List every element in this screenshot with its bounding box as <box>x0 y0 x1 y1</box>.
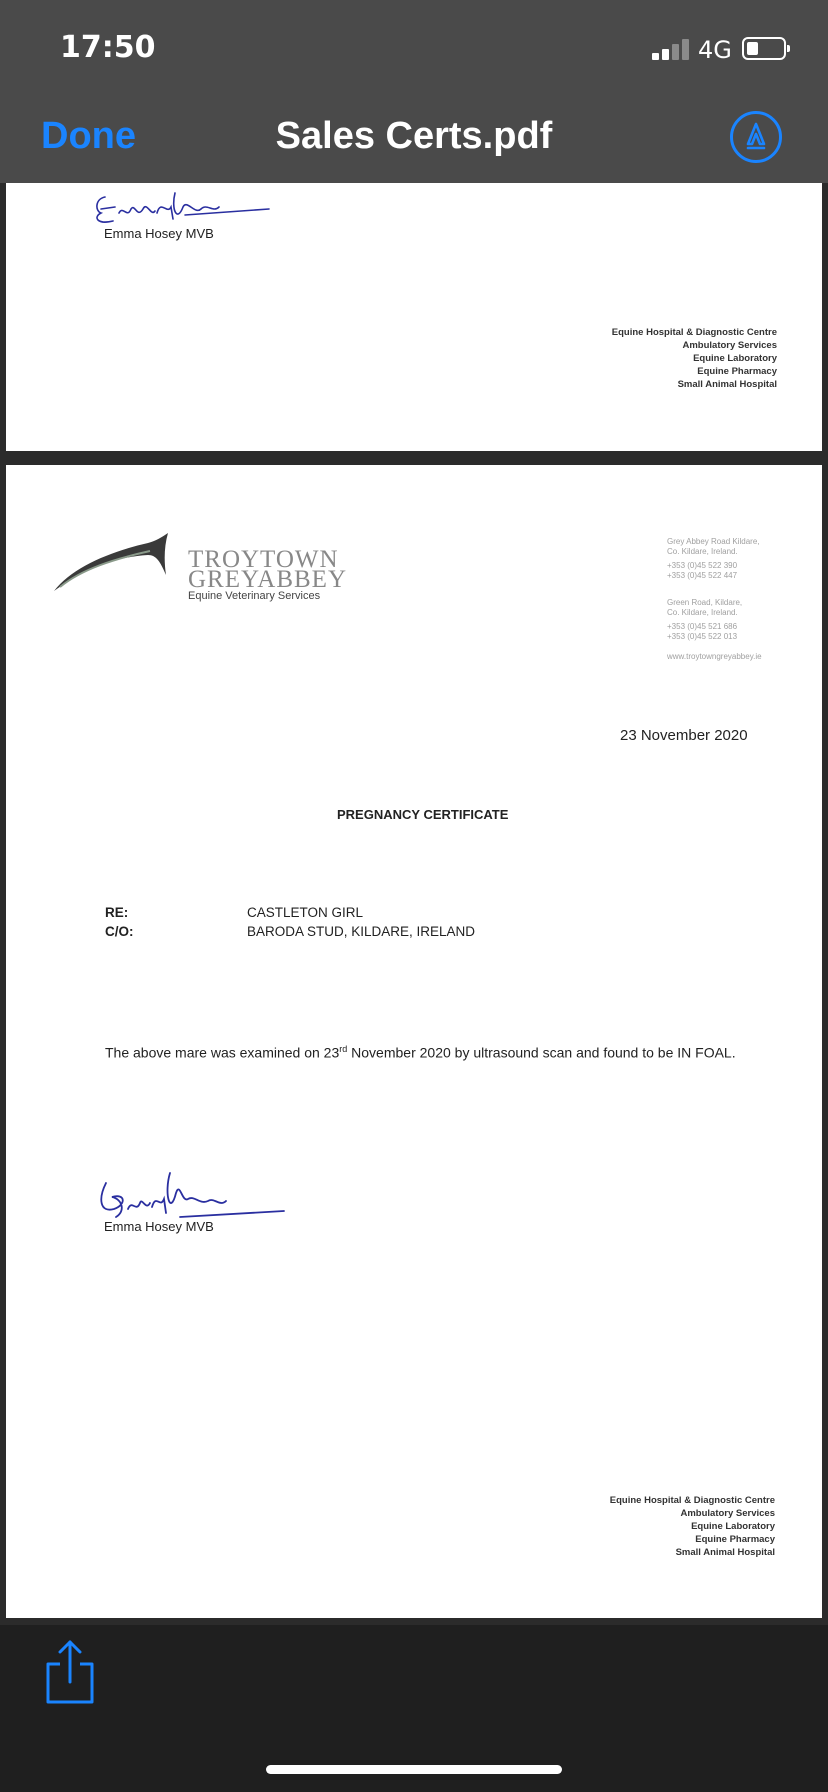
share-icon <box>42 1638 98 1706</box>
body-text-part-1: The above mare was examined on 23 <box>105 1044 340 1061</box>
certificate-title: PREGNANCY CERTIFICATE <box>337 807 509 822</box>
hospital-line-2: Co. Kildare, Ireland. <box>667 608 738 617</box>
footer-line: Equine Laboratory <box>691 1521 775 1532</box>
hospital-line-1: Green Road, Kildare, <box>667 598 743 607</box>
certificate-body <box>105 1039 745 1063</box>
hospital-fax: +353 (0)45 522 013 <box>667 632 738 641</box>
cellular-signal-icon <box>652 38 696 60</box>
hospital-tel: +353 (0)45 521 686 <box>667 622 738 631</box>
footer-line: Equine Hospital & Diagnostic Centre <box>611 327 777 338</box>
signature-name: Emma Hosey MVB <box>104 226 214 241</box>
signature-image <box>91 189 271 229</box>
web-value: www.troytowngreyabbey.ie <box>667 652 762 661</box>
network-type: 4G <box>698 36 732 64</box>
co-label: C/O: <box>105 924 134 939</box>
signature-image <box>96 1169 286 1225</box>
co-value: BARODA STUD, KILDARE, IRELAND <box>247 924 476 939</box>
footer-line: Equine Hospital & Diagnostic Centre <box>609 1495 775 1506</box>
markup-button[interactable] <box>730 111 782 163</box>
logo-line-2: GREYABBEY <box>188 566 348 593</box>
share-button[interactable] <box>42 1638 98 1706</box>
signature-name: Emma Hosey MVB <box>104 1219 214 1234</box>
footer-line: Ambulatory Services <box>680 1508 775 1519</box>
footer-line: Small Animal Hospital <box>677 379 777 390</box>
page-footer <box>610 1494 775 1559</box>
done-button[interactable]: Done <box>41 115 136 157</box>
footer-line: Equine Laboratory <box>693 353 777 364</box>
body-text-sup: rd <box>339 1044 348 1054</box>
logo-subtitle: Equine Veterinary Services <box>188 590 321 602</box>
page-footer <box>612 326 777 391</box>
head-office-line-1: Grey Abbey Road Kildare, <box>667 537 760 546</box>
body-text-part-2: November 2020 by ultrasound scan and found to be IN FOAL. <box>347 1044 736 1061</box>
footer-line: Small Animal Hospital <box>675 1547 775 1558</box>
pdf-page-1 <box>6 183 822 451</box>
status-time: 17:50 <box>60 30 156 65</box>
document-title: Sales Certs.pdf <box>275 115 553 157</box>
logo-line-1: TROYTOWN <box>188 546 339 573</box>
footer-line: Equine Pharmacy <box>695 1534 775 1545</box>
head-office-line-2: Co. Kildare, Ireland. <box>667 547 738 556</box>
head-office-tel: +353 (0)45 522 390 <box>667 561 738 570</box>
troytown-logo-icon <box>52 531 172 595</box>
markup-pen-icon <box>742 122 770 152</box>
battery-icon <box>742 37 786 60</box>
head-office-fax: +353 (0)45 522 447 <box>667 571 738 580</box>
letter-date: 23 November 2020 <box>620 727 748 744</box>
re-value: CASTLETON GIRL <box>247 905 364 920</box>
home-indicator[interactable] <box>266 1765 562 1774</box>
footer-line: Equine Pharmacy <box>697 366 777 377</box>
footer-line: Ambulatory Services <box>682 340 777 351</box>
pdf-page-2 <box>6 465 822 1618</box>
re-label: RE: <box>105 905 129 920</box>
